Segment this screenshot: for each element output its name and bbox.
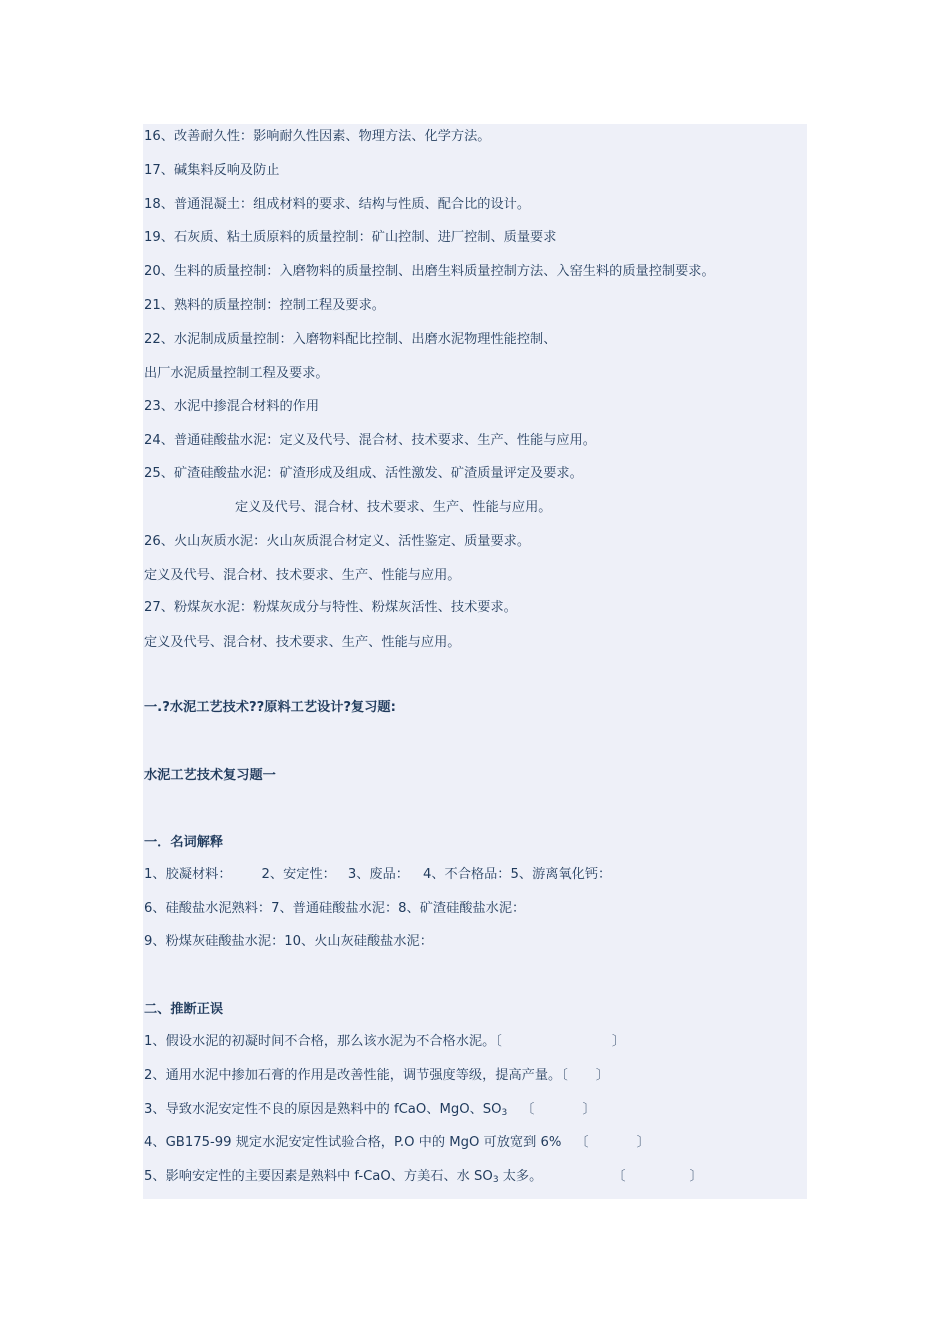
terms-row-1 [144, 866, 611, 884]
answer-blank-close: 〕 [689, 1169, 703, 1184]
item-23: 23、水泥中掺混合材料的作用 [144, 399, 320, 414]
item-26: 26、火山灰质水泥：火山灰质混合材定义、活性鉴定、质量要求。 [144, 534, 531, 549]
item-26-cont: 定义及代号、混合材、技术要求、生产、性能与应用。 [144, 568, 461, 583]
item-17: 17、碱集料反响及防止 [144, 163, 280, 178]
judge-question-4: 4、GB175-99 规定水泥安定性试验合格，P.O 中的 MgO 可放宽到 6% 〔 〕 [144, 1135, 650, 1150]
item-22: 22、水泥制成质量控制：入磨物料配比控制、出磨水泥物理性能控制、 [144, 332, 557, 347]
term-3: 3、废品： [347, 867, 409, 882]
item-18: 18、普通混凝土：组成材料的要求、结构与性质、配合比的设计。 [144, 197, 531, 212]
answer-blank-close: 〕 [636, 1135, 650, 1150]
answer-blank-close: 〕 [611, 1034, 626, 1049]
term-2: 2、安定性： [261, 867, 336, 882]
term-1: 1、胶凝材料： [144, 867, 232, 882]
term-4-5: 4、不合格品：5、游离氧化钙： [422, 867, 612, 882]
answer-blank-close: 〕 [595, 1068, 609, 1083]
item-19: 19、石灰质、粘土质原料的质量控制：矿山控制、进厂控制、质量要求 [144, 230, 557, 245]
item-25-cont: 定义及代号、混合材、技术要求、生产、性能与应用。 [235, 500, 552, 515]
item-27: 27、粉煤灰水泥：粉煤灰成分与特性、粉煤灰活性、技术要求。 [144, 600, 517, 615]
item-27-cont: 定义及代号、混合材、技术要求、生产、性能与应用。 [144, 635, 461, 650]
section-judge-heading: 二、推断正误 [144, 1002, 224, 1017]
item-22-cont: 出厂水泥质量控制工程及要求。 [144, 366, 329, 381]
item-20: 20、生料的质量控制：入磨物料的质量控制、出磨生料质量控制方法、入窑生料的质量控制要求。 [144, 264, 715, 279]
answer-blank-close: 〕 [582, 1102, 596, 1117]
item-24: 24、普通硅酸盐水泥：定义及代号、混合材、技术要求、生产、性能与应用。 [144, 433, 596, 448]
item-25: 25、矿渣硅酸盐水泥：矿渣形成及组成、活性激发、矿渣质量评定及要求。 [144, 466, 583, 481]
main-heading: 一.?水泥工艺技术??原料工艺设计?复习题: [144, 700, 396, 715]
item-16: 16、改善耐久性：影响耐久性因素、物理方法、化学方法。 [144, 129, 491, 144]
terms-row-3: 9、粉煤灰硅酸盐水泥：10、火山灰硅酸盐水泥： [144, 934, 433, 949]
judge-question-2: 2、通用水泥中掺加石膏的作用是改善性能，调节强度等级，提高产量。〔 〕 [144, 1068, 609, 1083]
section-terms-heading: 一．名词解释 [144, 835, 224, 850]
judge-question-3: 3、导致水泥安定性不良的原因是熟料中的 fCaO、MgO、$SO_3$ 〔 〕 [144, 1102, 596, 1118]
terms-row-2: 6、硅酸盐水泥熟料：7、普通硅酸盐水泥：8、矿渣硅酸盐水泥： [144, 901, 526, 916]
sub-heading: 水泥工艺技术复习题一 [144, 768, 276, 783]
item-21: 21、熟料的质量控制：控制工程及要求。 [144, 298, 385, 313]
judge-question-5: 5、影响安定性的主要因素是熟料中 f-CaO、方美石、水 $SO_3$ 太多。 〔 〕 [144, 1169, 703, 1185]
judge-question-1: 1、假设水泥的初凝时间不合格，那么该水泥为不合格水泥。〔 〕 [144, 1034, 626, 1049]
